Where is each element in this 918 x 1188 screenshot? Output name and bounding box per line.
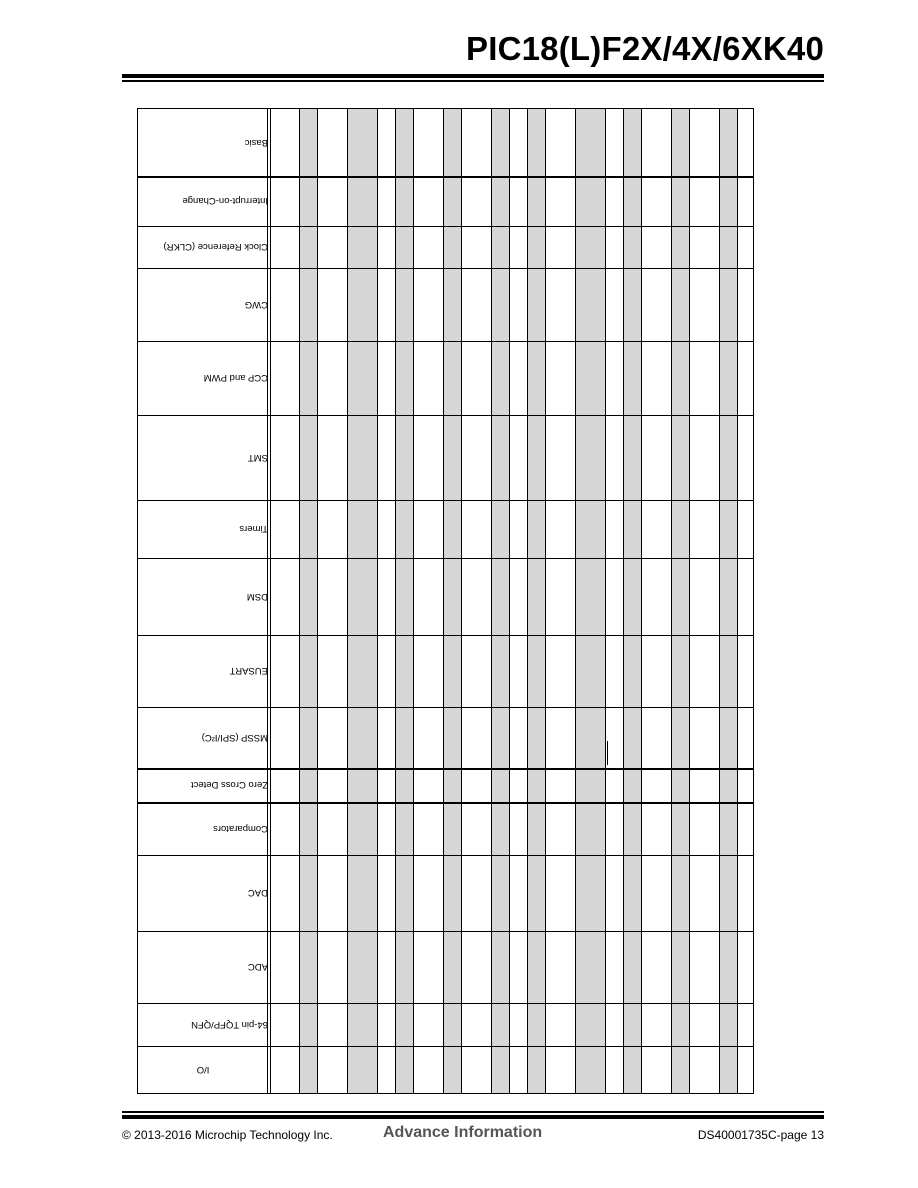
- grid-line: [299, 109, 300, 1093]
- grid-line: [491, 109, 492, 1093]
- grid-line: [461, 109, 462, 1093]
- grid-line: [737, 109, 738, 1093]
- grid-line: [527, 109, 528, 1093]
- shaded-column: [671, 109, 689, 1093]
- grid-line: [575, 109, 576, 1093]
- row-label: MSSP (SPI/I²C): [201, 732, 268, 743]
- row-header-dsm: [138, 558, 268, 635]
- row-header-clock-reference: [138, 226, 268, 268]
- shaded-column: [299, 109, 317, 1093]
- header-rule-thin: [122, 80, 824, 82]
- row-header-eusart: [138, 635, 268, 707]
- row-header-smt: [138, 415, 268, 500]
- row-header-cwg: [138, 268, 268, 341]
- row-header-interrupt-on-change: [138, 176, 268, 226]
- page-title: PIC18(L)F2X/4X/6XK40: [466, 30, 824, 67]
- row-label: DAC: [247, 887, 268, 899]
- footer-rule-thin: [122, 1111, 824, 1113]
- row-label: Timers: [239, 523, 268, 535]
- grid-line: [443, 109, 444, 1093]
- row-label: SMT: [247, 452, 268, 463]
- row-header-adc: [138, 931, 268, 1003]
- row-header-io: [138, 1046, 268, 1093]
- row-header-mssp: [138, 707, 268, 768]
- grid-line: [413, 109, 414, 1093]
- row-header-ccp-pwm: [138, 341, 268, 415]
- change-bar: [607, 741, 608, 765]
- row-label: CCP and PWM: [203, 372, 268, 384]
- row-header-basic: [138, 109, 268, 176]
- grid-line: [347, 109, 348, 1093]
- grid-line: [671, 109, 672, 1093]
- footer-copyright: © 2013-2016 Microchip Technology Inc.: [122, 1128, 333, 1142]
- row-header-zero-cross-detect: [138, 768, 268, 802]
- row-label: Basic: [244, 137, 268, 148]
- row-header-64-pin-package: [138, 1003, 268, 1046]
- grid-line: [623, 109, 624, 1093]
- shaded-column: [719, 109, 737, 1093]
- row-label: 64-pin TQFP/QFN: [191, 1019, 268, 1030]
- footer-status: Advance Information: [383, 1124, 543, 1141]
- row-label: Zero Cross Detect: [190, 779, 268, 791]
- shaded-column: [575, 109, 605, 1093]
- grid-line: [605, 109, 606, 1093]
- grid-line: [719, 109, 720, 1093]
- header-rule-thick: [122, 74, 824, 78]
- footer-rule-thick: [122, 1115, 824, 1119]
- pin-allocation-table: [137, 108, 754, 1094]
- row-label: I/O: [196, 1064, 210, 1075]
- row-label: DSM: [246, 591, 268, 602]
- shaded-column: [527, 109, 545, 1093]
- grid-line: [545, 109, 546, 1093]
- row-label: ADC: [247, 961, 268, 973]
- shaded-column: [491, 109, 509, 1093]
- row-label: Interrupt-on-Change: [182, 195, 268, 207]
- row-header-dac: [138, 855, 268, 931]
- grid-line: [641, 109, 642, 1093]
- grid-line: [395, 109, 396, 1093]
- row-label: CWG: [244, 299, 268, 310]
- row-header-comparators: [138, 802, 268, 855]
- grid-line: [377, 109, 378, 1093]
- shaded-column: [347, 109, 377, 1093]
- row-label: Comparators: [213, 823, 268, 834]
- footer-doc-number: DS40001735C-page 13: [697, 1128, 824, 1142]
- grid-line: [270, 109, 271, 1093]
- row-label: EUSART: [229, 665, 268, 677]
- shaded-column: [623, 109, 641, 1093]
- shaded-column: [443, 109, 461, 1093]
- grid-line: [317, 109, 318, 1093]
- row-label: Clock Reference (CLKR): [163, 241, 268, 253]
- grid-line: [509, 109, 510, 1093]
- shaded-column: [395, 109, 413, 1093]
- grid-line: [689, 109, 690, 1093]
- row-header-timers: [138, 500, 268, 558]
